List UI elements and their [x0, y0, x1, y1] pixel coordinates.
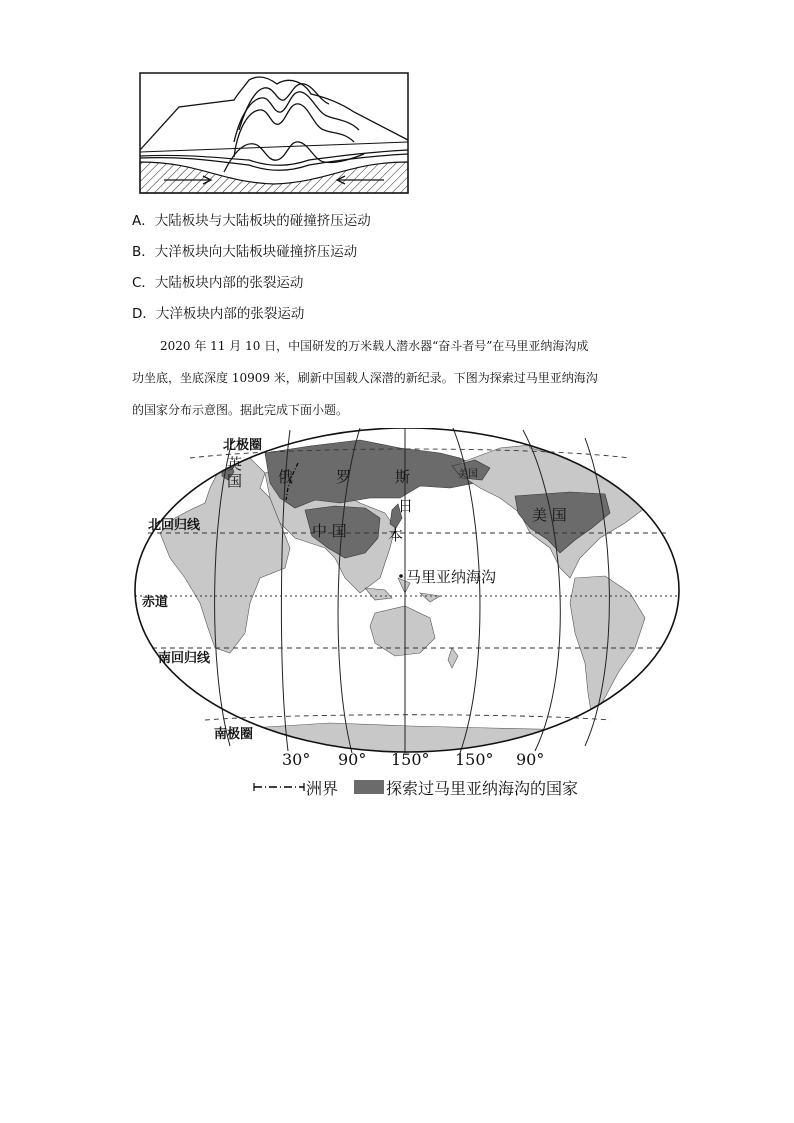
- longitude-label-2: 90°: [338, 750, 367, 769]
- label-tropic-capricorn: 南回归线: [158, 651, 211, 666]
- longitude-label-5: 90°: [516, 750, 545, 769]
- longitude-label-3: 150°: [391, 750, 430, 769]
- label-russia-3: 斯: [395, 468, 411, 486]
- label-japan-2: 本: [388, 526, 404, 544]
- option-c: C．大陆板块内部的张裂运动: [132, 275, 304, 291]
- passage-line-2: 功坐底，坐底深度 10909 米，刷新中国载人深潜的新纪录。下图为探索过马里亚纳海沟: [132, 371, 598, 385]
- label-arctic-circle: 北极圈: [223, 438, 263, 453]
- longitude-label-1: 30°: [282, 750, 311, 769]
- fold-mountain-diagram: [139, 72, 409, 194]
- option-d: D．大洋板块内部的张裂运动: [132, 306, 305, 322]
- label-uk-2: 国: [227, 472, 243, 490]
- legend-highlight-label: 探索过马里亚纳海沟的国家: [386, 778, 579, 798]
- map-legend: [252, 775, 578, 799]
- label-china: 中 国: [312, 522, 347, 540]
- label-trench: 马里亚纳海沟: [406, 568, 497, 586]
- longitude-label-4: 150°: [455, 750, 494, 769]
- label-usa: 美 国: [532, 506, 567, 524]
- passage-line-3: 的国家分布示意图。据此完成下面小题。: [132, 403, 349, 417]
- label-antarctic-circle: 南极圈: [214, 727, 254, 742]
- legend-boundary-label: 洲界: [306, 778, 339, 798]
- label-usa-alaska: 美国: [458, 469, 478, 480]
- highlight-swatch: [354, 780, 384, 794]
- label-tropic-cancer: 北回归线: [148, 518, 201, 533]
- passage: [132, 330, 692, 426]
- option-a: A．大陆板块与大陆板块的碰撞挤压运动: [132, 213, 371, 229]
- continent-boundary-legend-icon: [252, 781, 306, 793]
- label-equator: 赤道: [142, 595, 169, 610]
- world-map: [130, 428, 685, 753]
- trench-marker: [399, 574, 403, 578]
- label-russia-2: 罗: [336, 468, 352, 486]
- option-b: B．大洋板块向大陆板块碰撞挤压运动: [132, 244, 358, 260]
- label-russia-1: 俄: [278, 468, 294, 486]
- label-japan-1: 日: [398, 497, 414, 515]
- label-uk-1: 英: [227, 455, 243, 473]
- passage-line-1: 2020 年 11 月 10 日，中国研发的万米载人潜水器“奋斗者号”在马里亚纳海沟成: [160, 339, 589, 353]
- longitude-labels: [0, 750, 794, 774]
